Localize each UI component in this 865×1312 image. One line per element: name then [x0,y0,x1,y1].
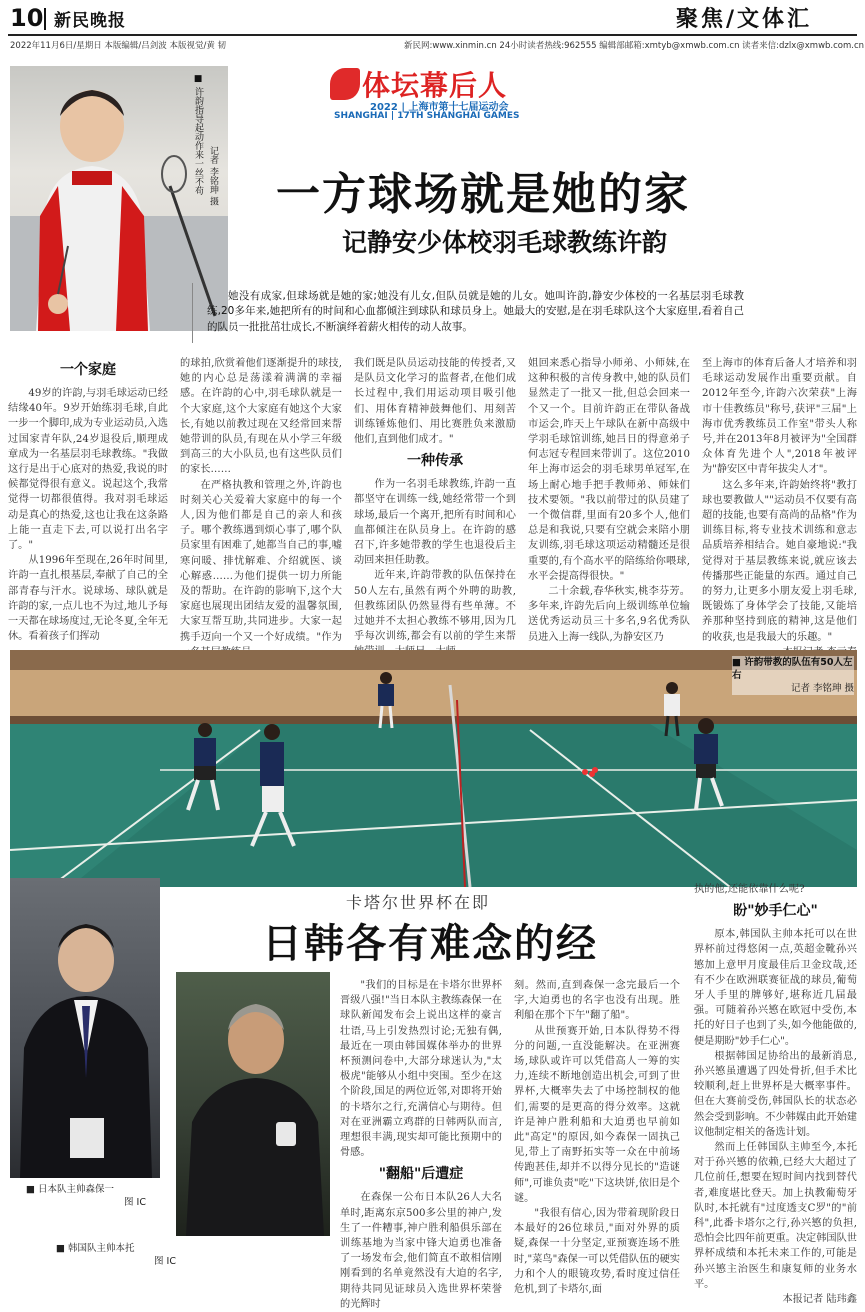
article1-paragraph: 至上海市的体育后备人才培养和羽毛球运动发展作出重要贡献。自2012年至今,许韵六次荣获"上海市十佳教练员"称号,获评"三届"上海市优秀教练员工作室"带头人称号,并在2013年8月被评为"全国群众体育先进个人",2018年被评为"静安区中青年拔尖人才"。 [702,358,857,476]
article2-paragraph: 在森保一公布日本队26人大名单时,距离东京500多公里的神户,发生了一件糟事,神户胜利船俱乐部在训练基地为当家中锋大迫勇也准备了一场发布会,他们简直不敢相信刚刚看到的名单竟然没有大迫的名字,期待共同见证球员入选世界杯荣誉的光辉时 [340,1192,502,1310]
article1-paragraph: 从1996年至现在,26年时间里,许韵一直扎根基层,奉献了自己的全部青春与汗水。说球场、球队就是许韵的家,一点儿也不为过,地儿予每一天都在球场度过,无论冬夏,全年无休。看着孩子们挥动 [8,555,168,643]
article2-paragraph: 刻。然而,直到森保一念完最后一个字,大迫勇也的名字也没有出现。胜利船在那个下午"翻了船"。 [514,980,680,1022]
article1-paragraph: 这么多年来,许韵始终将"教打球也要教做人""运动员不仅要有高超的技能,也要有高尚的品格"作为训练目标,将专业技术训练和意志品质培养相结合。她自豪地说:"我觉得对于基层教练来说,就应该去传播那些正能量的东西。通过自己的努力,让更多小朋友爱上羽毛球,既锻炼了身体学会了技能,又能培养那种坚持到底的精神,这是他们的收获,也是我最大的乐趣。" [702,479,857,643]
article2-byline: 本报记者 陆玮鑫 [782,1294,857,1306]
korea-coach-photo [176,972,330,1236]
article2-subhead-2: 盼"妙手仁心" [733,903,818,920]
caption-marker-icon: ■ [56,1243,68,1254]
article1-paragraph: 49岁的许韵,与羽毛球运动已经结缘40年。9岁开始练羽毛球,自此一步一个脚印,成为专业运动员,入选过国家青年队,24岁退役后,顺理成章成为一名基层羽毛球教练。"我做这行是出于心底对的热爱,我说的时候都觉得很有意义。说起这个,我常觉得一切都很值得。我对羽毛球运动是真心的热爱,这也让我在这条路上能一直走下去,可以说打出名字了。" [8,388,168,552]
article2-paragraph: 执的他,还能依靠什么呢? [694,884,805,895]
subheadline: 记静安少体校羽毛球教练许韵 [342,228,668,257]
article2-paragraph: 从世预赛开始,日本队得势不得分的问题,一直没能解决。在亚洲赛场,球队或许可以凭借高人一筹的实力,连续不断地创造出机会,可到了世界杯,大概率失去了中场控制权的他们,需要的是更高的得分效率。这就许是神户胜利船和大迫勇也早前如此"高定"的原因,如今森保一固执己见,带上了南野拓实等一众在中前场传跑甚佳,却并不以得分见长的"造谜师",可谁负责"吃"下这块饼,依旧是个谜。 [514,1025,680,1204]
court-photo-credit: 记者 李铭珅 摄 [732,682,854,695]
logo-subtitle: 2022 | 上海市第十七届运动会 [370,102,509,113]
article1-col5 [702,356,857,643]
header-divider-small [44,8,46,30]
paper-name: 新民晚报 [54,11,126,31]
court-illustration [10,650,857,887]
article1-paragraph: 近年来,许韵带教的队伍保持在50人左右,虽然有两个外聘的助教,但教练团队仍然显得有些单薄。不过她并不太担心教练不够用,因为几乎每次训练,都会有以前的学生来帮 [354,570,516,643]
caption-text: 日本队主帅森保一 [38,1184,115,1195]
article2-subhead-1: "翻船"后遭症 [378,1166,464,1183]
lead-text: 她没有成家,但球场就是她的家;她没有儿女,但队员就是她的儿女。她叫许韵,静安少体校的一名基层羽毛球教练,20多年来,她把所有的时间和心血都倾注到球队和球员身上。她最大的安慰,是在羽毛球队这个大家庭里,看着自己的队员一批批茁壮成长,不断演绎着薪火相传的动人故事。 [207,290,744,333]
article1-subhead-2: 一种传承 [407,453,463,470]
logo-swoosh-icon [330,68,360,100]
court-photo [10,650,857,887]
article1-col1 [8,356,168,643]
korea-coach-caption [56,1242,176,1255]
contact-line: 新民网:www.xinmin.cn 24小时读者热线:962555 编辑部邮箱:xmtyb@xmwb.com.cn 读者来信:dzlx@xmwb.com.cn [404,41,865,51]
article1-paragraph: 我们既是队员运动技能的传授者,又是队员文化学习的监督者,在他们成长过程中,我们用运动项目吸引他们、用体育精神鼓舞他们、用刻苦训练锤炼他们、用比赛胜负来激励他们,直到他们成才。" [354,358,516,446]
korea-coach-figure [176,972,330,1236]
korea-coach-credit: 图 IC [154,1256,176,1267]
japan-coach-figure [10,878,160,1178]
article1-paragraph: 的球拍,欣赏着他们逐渐提升的球技,她的内心总是荡漾着满满的幸福感。在许韵的心中,羽毛球队就是一个大家庭,这个大家庭有她这个大家长,有她以前教过现在又经常回来帮她带训的队员,有现在从小学三年级到高三的大小队员,也有这些队员们的家长…… [180,358,342,476]
section-title: 聚焦/文体汇 [676,6,813,32]
japan-coach-caption-box [26,1183,146,1209]
article2-col-b [514,978,680,1296]
coach-photo-caption [190,74,204,195]
article2-paragraph: 然而上任韩国队主帅至今,本托对于孙兴慜的依赖,已经大大超过了几位前任,想要在短时间内找到替代者,难度堪比登天。加上执教葡萄牙队时,本托就有"过度透支C罗"的"前科",此番卡塔尔之行,孙兴慜的负担,恐怕会比四年前更重。决定韩国队世界杯成绩和本托未来工作的,可能是孙兴慜主治医生和康复师的业务水平。 [694,1142,857,1290]
japan-coach-caption [26,1183,146,1196]
article2-kicker: 卡塔尔世界杯在即 [346,893,491,912]
korea-coach-caption-box [56,1242,176,1268]
article2-paragraph: 根据韩国足协给出的最新消息,孙兴慜虽遭遇了四处骨折,但手术比较顺利,赶上世界杯是大概率事件。但在大赛前受伤,韩国队长的状态必然会受到影响。不少韩媒由此开始建议他制定相关的备选计划。 [694,1050,857,1138]
headline: 一方球场就是她的家 [276,169,690,220]
caption-text: 韩国队主帅本托 [68,1243,135,1254]
japan-coach-credit: 图 IC [124,1197,146,1208]
article1-col2 [180,356,342,643]
article1-paragraph: 姐回来悉心指导小师弟、小师妹,在这种积极的言传身教中,她的队员们显然走了一批又一批,但总会回来一个又一个。目前许韵正在带队备战市运会,昨天上午球队在新中高级中学羽毛球馆训练,她吕日的得意弟子何志冠专程回来带训了。这位2010年上海市运会的羽毛球男单冠军,在场上耐心地手把手教师弟、师妹们技术要领。"我以前带过的队员建了一个微信群,里面有20多个人,他们总是和我说,只要有空就会来陪小朋友训练,羽毛球这项运动精髓还是很重要的,有个高水平的陪练给你喂球,水平会提高得很快。" [528,358,690,582]
caption-text: 许韵带教的队伍有50人左右 [732,657,853,681]
article2-headline: 日韩各有难念的经 [262,921,598,967]
lead-box [192,283,752,343]
page-number: 10 [10,4,44,32]
caption-text: 许韵指导起动作来一丝不苟 [193,86,203,195]
article1-paragraph: 在严格执教和管理之外,许韵也时刻关心关爱着大家庭中的每一个人,因为他们都是自己的亲人和孩子。哪个教练遇到烦心事了,哪个队员家里有困难了,她都当自己的事,嘘寒问暖、排忧解难、介绍就医、谈心解惑……为他们提供一切力所能及的帮助。在许韵的影响下,这个大家庭也展现出团结友爱的温馨氛围,大家互帮互助,共同进步。大家一起携手迈向一个又一个好成绩。"作为 [180,479,342,643]
article1-col4 [528,356,690,643]
logo-subtitle-en: SHANGHAI | 17TH SHANGHAI GAMES [334,111,520,121]
date-line: 2022年11月6日/星期日 本版编辑/吕剑波 本版视觉/黄 韧 [10,41,227,51]
japan-coach-photo [10,878,160,1178]
article1-paragraph: 二十余载,春华秋实,桃李芬芳。多年来,许韵先后向上级训练单位输送优秀运动员三十多名,9名优秀队员进入上海一线队,为静安区乃 [528,586,690,643]
article2-paragraph: 原本,韩国队主帅本托可以在世界杯前过得悠闲一点,英超金靴孙兴慜加上意甲月度最佳后卫金玟哉,还有不少在欧洲联赛征战的球员,葡萄牙人手里的牌够好,堪称近几届最强。可随着孙兴慜在欧冠中受伤,本托的好日子也到了头,如今他能做的,便是期盼"妙手仁心"。 [694,929,857,1047]
court-photo-caption [732,656,854,682]
coach-photo-credit: 记者 李铭珅 摄 [208,146,218,206]
article2-paragraph: "我很有信心,因为带着现阶段日本最好的26位球员,"面对外界的质疑,森保一十分坚定,亚预赛连场不胜时,"菜鸟"森保一可以凭借队伍的硬实力和个人的眼镜攻势,看时度过信任危机,到了卡塔尔,面 [514,1208,680,1296]
event-logo [330,64,530,126]
article2-col-a [340,978,502,1310]
article2-paragraph: "我们的目标是在卡塔尔世界杯晋级八强!"当日本队主教练森保一在球队新闻发布会上说出这样的豪言壮语,马上引发热烈讨论;无独有偶,最近在一项由韩国媒体举办的世界杯预测问卷中,大部分球迷认为,"太极虎"能够从小组中突围。至少在这个阶段,国足的两位近邻,对即将开始的卡塔尔之行,充满信心与期待。但对在亚洲霸立鸡群的日韩两队而言,理想很丰满,现实却可能比预期中的骨感。 [340,980,502,1159]
article1-subhead-1: 一个家庭 [60,362,116,378]
article1-paragraph: 作为一名羽毛球教练,许韵一直都坚守在训练一线,她经常带一个到球场,最后一个离开,把所有时间和心血都倾注在队员身上。在许韵的感召下,许多她带教的学生也退役后主动回来担任助教。 [354,479,516,567]
page-header [0,0,865,55]
article2-col-c [694,882,857,1306]
court-photo-caption-box [732,656,854,695]
caption-marker-icon: ■ [26,1184,38,1195]
header-rule [8,34,857,36]
article1-col3 [354,356,516,643]
logo-title: 体坛幕后人 [362,69,508,102]
caption-marker-icon: ■ [732,657,745,668]
caption-marker-icon: ■ [193,74,203,87]
